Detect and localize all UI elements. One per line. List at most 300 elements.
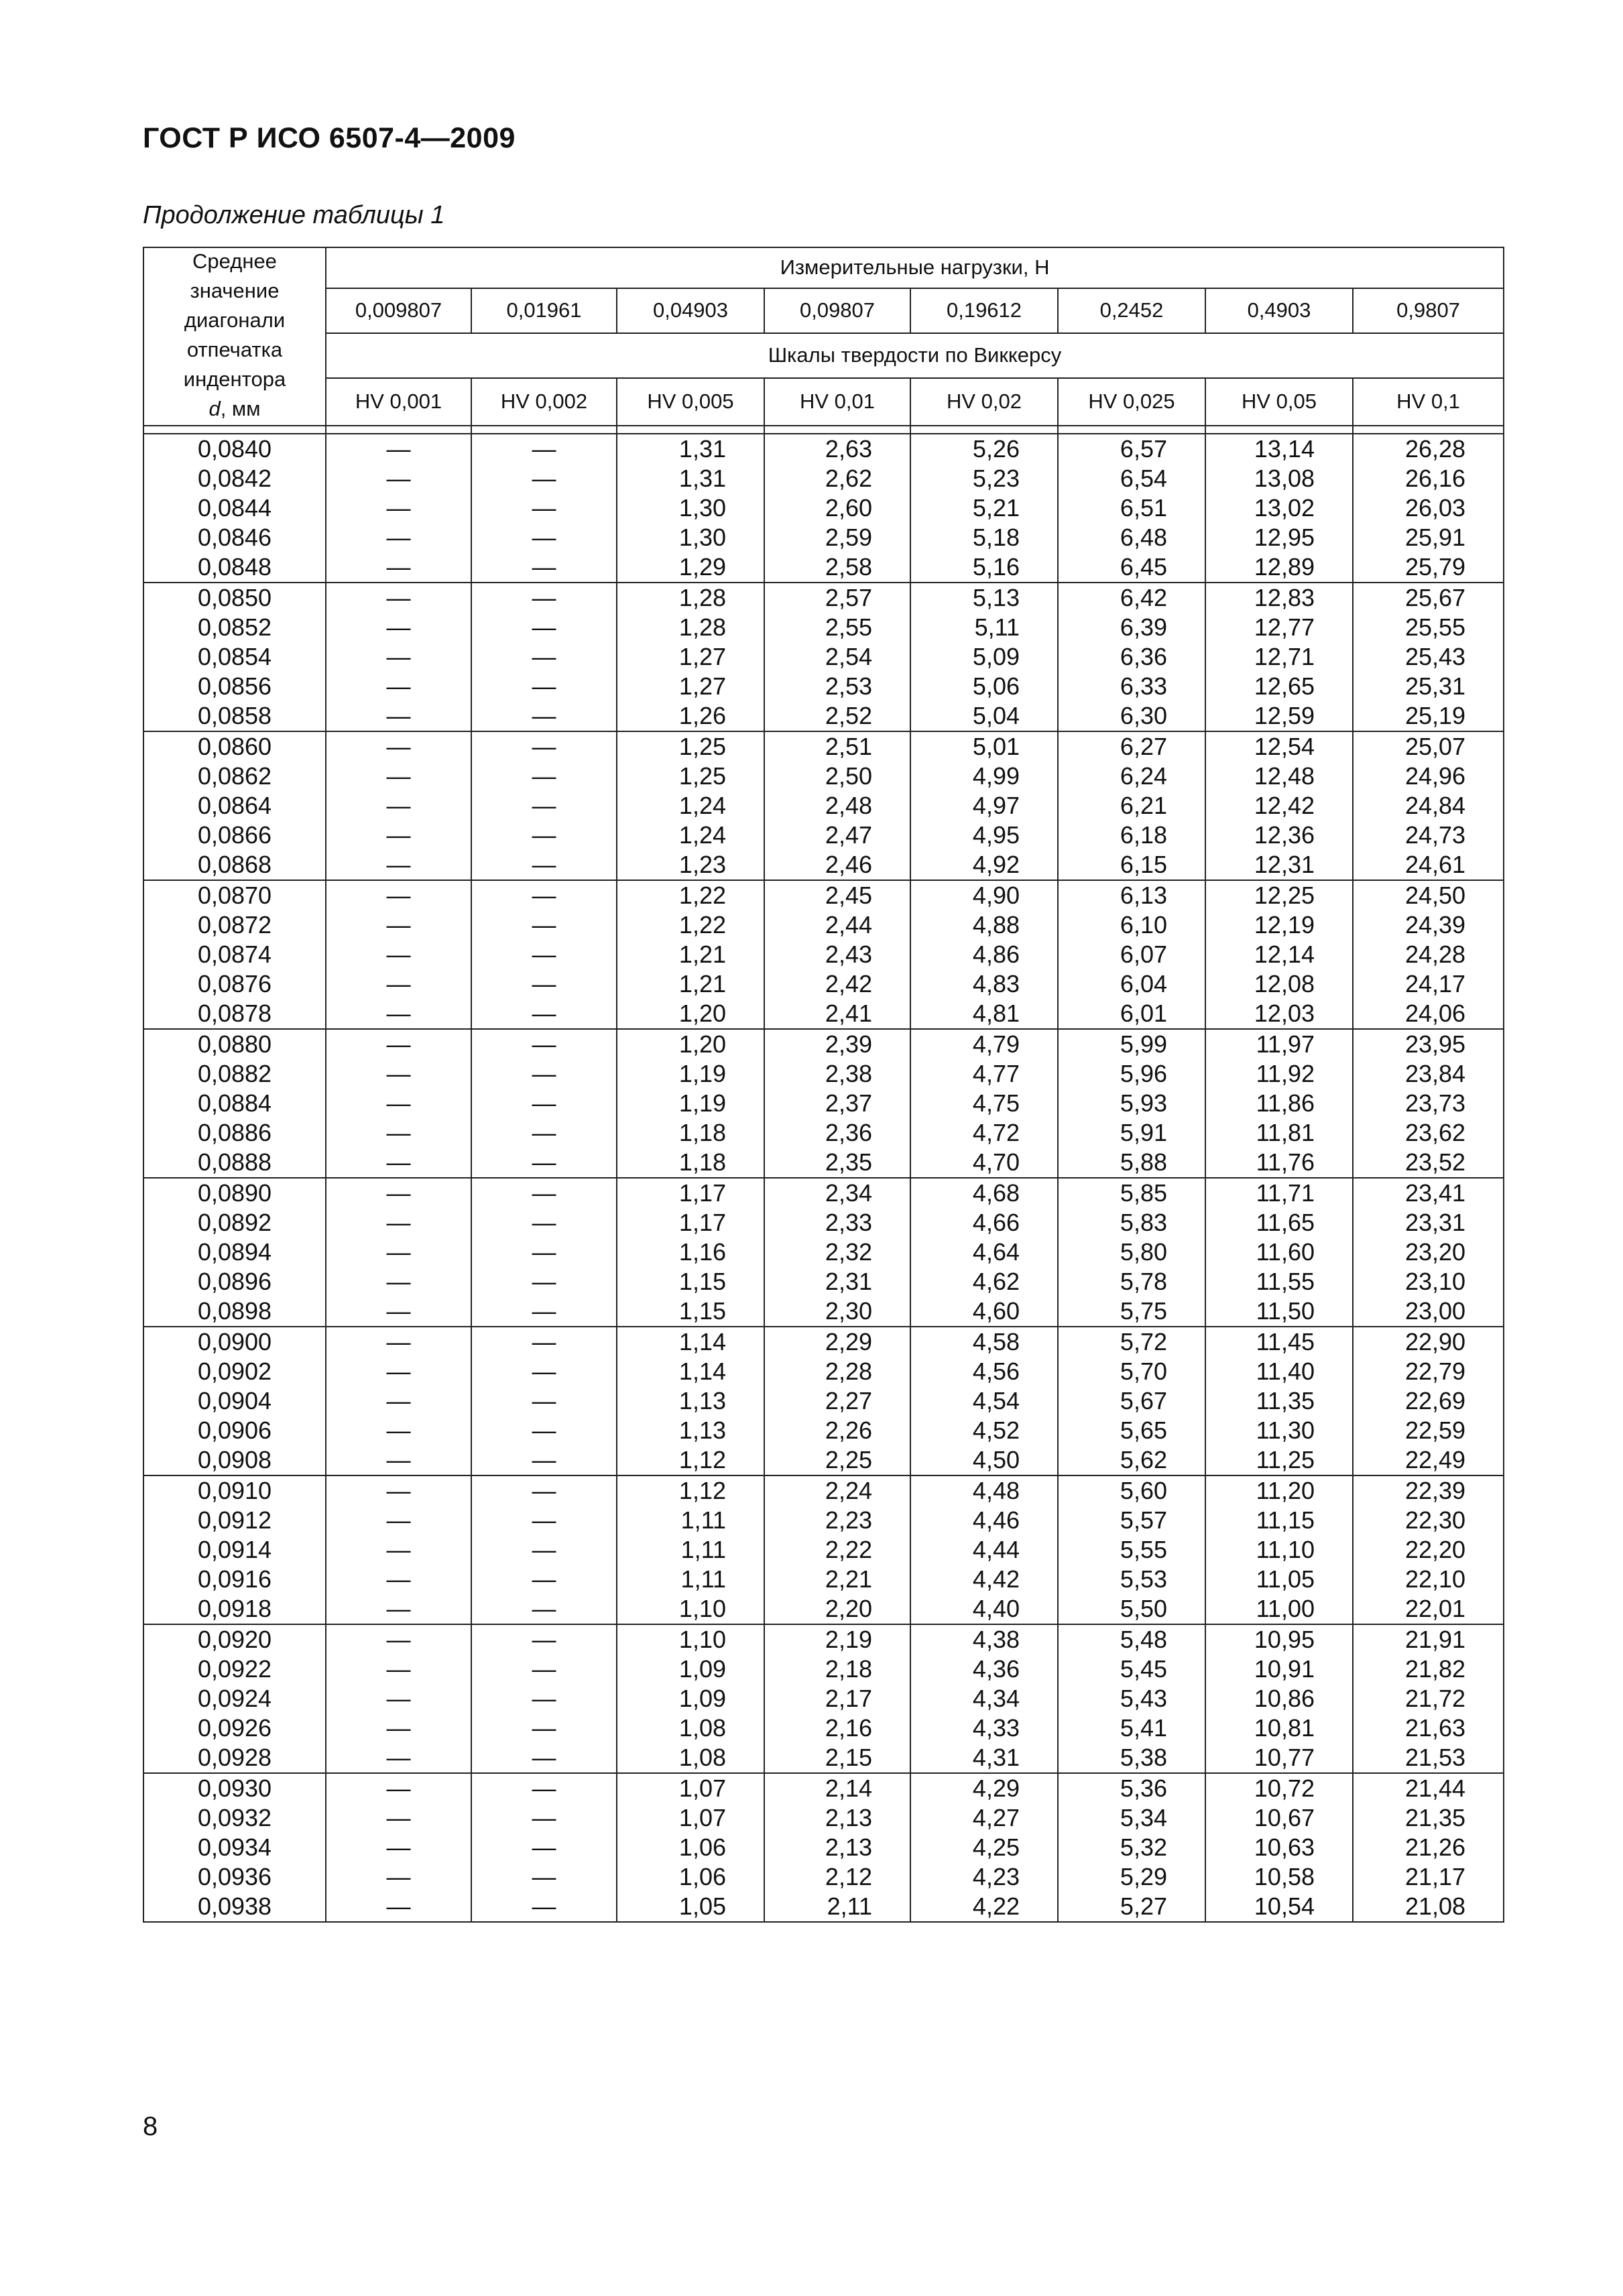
hardness-value: 24,50 [1404,882,1466,909]
hardness-cell [910,880,1058,1029]
hardness-value: 13,14 [1254,435,1315,463]
hardness-value: 23,52 [1404,1148,1466,1176]
dash: — [532,1446,556,1473]
diagonal-value: 0,0934 [197,1833,272,1861]
hardness-value: 1,06 [678,1863,726,1890]
dash: — [386,1119,411,1146]
hardness-value: 2,39 [825,1030,872,1058]
dash: — [386,1565,411,1593]
hardness-value: 11,10 [1256,1536,1315,1563]
empty-value-cell [471,1624,617,1773]
hardness-value: 4,81 [972,1000,1020,1027]
diagonal-value: 0,0864 [197,792,272,819]
load-value: 0,009807 [326,288,471,333]
hardness-value: 12,59 [1254,702,1315,729]
hardness-cell [1205,1773,1353,1922]
table-row-group [143,1773,1504,1922]
hardness-cell [764,1178,910,1327]
scale-label: HV 0,05 [1205,378,1353,426]
hardness-value: 5,70 [1120,1357,1167,1385]
empty-value-cell [471,434,617,583]
dash: — [532,1357,556,1385]
diagonal-value: 0,0896 [197,1268,272,1295]
hardness-value: 5,04 [972,702,1020,729]
dash: — [386,1328,411,1355]
hardness-value: 5,11 [974,613,1020,641]
dash: — [386,465,411,492]
hardness-value: 6,54 [1120,465,1167,492]
hardness-value: 5,53 [1120,1565,1167,1593]
hardness-cell [910,1773,1058,1922]
hardness-value: 12,19 [1254,911,1315,939]
hardness-value: 10,95 [1254,1626,1315,1653]
hardness-value: 1,19 [678,1089,726,1117]
hardness-value: 1,11 [680,1565,726,1593]
hardness-cell [1353,1624,1504,1773]
hardness-value: 1,14 [678,1357,726,1385]
scale-label: HV 0,02 [910,378,1058,426]
diagonal-value: 0,0932 [197,1804,272,1831]
dash: — [532,1685,556,1712]
table-row-group [143,434,1504,583]
hardness-value: 11,71 [1256,1179,1315,1207]
hardness-value: 4,90 [972,882,1020,909]
hardness-value: 12,36 [1254,821,1315,849]
hardness-value: 21,82 [1404,1655,1466,1683]
hardness-value: 1,13 [678,1387,726,1414]
hardness-cell [1058,1178,1205,1327]
hardness-cell [1205,1475,1353,1624]
hardness-value: 1,27 [678,643,726,670]
hardness-value: 2,28 [825,1357,872,1385]
hardness-value: 2,52 [825,702,872,729]
hardness-value: 4,83 [972,970,1020,998]
dash: — [386,435,411,463]
hardness-value: 1,25 [678,762,726,790]
hardness-value: 5,27 [1120,1892,1167,1920]
table-row-group [143,1327,1504,1475]
hardness-value: 1,18 [678,1119,726,1146]
hardness-value: 5,88 [1120,1148,1167,1176]
dash: — [386,1357,411,1385]
hardness-value: 1,20 [678,1000,726,1027]
hardness-value: 5,67 [1120,1387,1167,1414]
empty-value-cell [471,880,617,1029]
hardness-value: 23,31 [1404,1209,1466,1236]
diagonal-value: 0,0910 [197,1477,272,1504]
hardness-value: 5,06 [972,672,1020,700]
hardness-value: 1,24 [678,792,726,819]
hardness-cell [1205,1178,1353,1327]
empty-value-cell [326,1773,471,1922]
hardness-value: 24,84 [1404,792,1466,819]
hardness-value: 23,84 [1404,1060,1466,1087]
hardness-cell [764,583,910,731]
hardness-value: 2,14 [825,1774,872,1802]
hardness-value: 11,00 [1256,1595,1315,1622]
hardness-value: 24,06 [1404,1000,1466,1027]
dash: — [386,762,411,790]
hardness-value: 11,50 [1256,1297,1315,1325]
hardness-value: 12,83 [1254,584,1315,611]
table-row-group [143,583,1504,731]
diagonal-cell [143,1029,326,1178]
diagonal-value: 0,0850 [197,584,272,611]
hardness-value: 2,18 [825,1655,872,1683]
hardness-value: 25,07 [1404,733,1466,760]
scale-label: HV 0,002 [471,378,617,426]
hardness-value: 22,79 [1404,1357,1466,1385]
hardness-value: 2,58 [825,553,872,581]
header-separator [471,426,617,434]
dash: — [386,941,411,968]
dash: — [532,1744,556,1771]
diagonal-value: 0,0892 [197,1209,272,1236]
hardness-value: 2,54 [825,643,872,670]
hardness-value: 5,85 [1120,1179,1167,1207]
empty-value-cell [326,434,471,583]
dash: — [386,1000,411,1027]
diagonal-value: 0,0856 [197,672,272,700]
hardness-value: 2,22 [825,1536,872,1563]
hardness-value: 11,97 [1256,1030,1315,1058]
hardness-value: 23,41 [1404,1179,1466,1207]
hardness-cell [910,731,1058,880]
dash: — [386,1863,411,1890]
hardness-value: 23,00 [1404,1297,1466,1325]
hardness-value: 21,91 [1404,1626,1466,1653]
table-row-group [143,731,1504,880]
diagonal-value: 0,0886 [197,1119,272,1146]
hardness-value: 12,89 [1254,553,1315,581]
hardness-cell [910,1475,1058,1624]
diagonal-value: 0,0842 [197,465,272,492]
hardness-value: 2,60 [825,494,872,522]
hardness-value: 2,15 [825,1744,872,1771]
hardness-value: 1,23 [678,851,726,878]
dash: — [386,1060,411,1087]
hardness-value: 4,22 [972,1892,1020,1920]
dash: — [532,613,556,641]
diagonal-value: 0,0874 [197,941,272,968]
hardness-value: 1,12 [678,1446,726,1473]
hardness-value: 1,20 [678,1030,726,1058]
hardness-value: 2,43 [825,941,872,968]
dash: — [532,792,556,819]
hardness-value: 21,26 [1404,1833,1466,1861]
hardness-value: 10,81 [1254,1714,1315,1742]
hardness-cell [1205,1327,1353,1475]
vickers-hardness-table [143,247,1504,1923]
hardness-value: 4,54 [972,1387,1020,1414]
diagonal-value: 0,0844 [197,494,272,522]
hardness-value: 4,27 [972,1804,1020,1831]
hardness-value: 1,22 [678,911,726,939]
hardness-cell [764,1773,910,1922]
hardness-value: 10,91 [1254,1655,1315,1683]
dash: — [532,1238,556,1266]
hardness-value: 4,58 [972,1328,1020,1355]
diagonal-value: 0,0936 [197,1863,272,1890]
hardness-value: 22,69 [1404,1387,1466,1414]
dash: — [532,1863,556,1890]
hardness-value: 2,23 [825,1506,872,1534]
hardness-value: 6,57 [1120,435,1167,463]
hardness-value: 1,11 [680,1506,726,1534]
hardness-value: 24,73 [1404,821,1466,849]
empty-value-cell [326,1178,471,1327]
hardness-value: 10,67 [1254,1804,1315,1831]
hardness-value: 6,51 [1120,494,1167,522]
hardness-value: 5,72 [1120,1328,1167,1355]
hardness-value: 5,34 [1120,1804,1167,1831]
hardness-value: 5,09 [972,643,1020,670]
hardness-cell [617,880,764,1029]
hardness-value: 11,35 [1256,1387,1315,1414]
dash: — [532,1714,556,1742]
hardness-value: 2,41 [825,1000,872,1027]
hardness-value: 5,48 [1120,1626,1167,1653]
hardness-value: 4,56 [972,1357,1020,1385]
hardness-value: 4,75 [972,1089,1020,1117]
hardness-value: 10,72 [1254,1774,1315,1802]
hardness-value: 2,57 [825,584,872,611]
dash: — [386,1416,411,1444]
hardness-cell [1058,583,1205,731]
hardness-cell [910,1178,1058,1327]
hardness-value: 1,09 [678,1685,726,1712]
dash: — [386,524,411,551]
empty-value-cell [326,1327,471,1475]
hardness-value: 4,64 [972,1238,1020,1266]
hardness-value: 6,45 [1120,553,1167,581]
hardness-value: 1,16 [678,1238,726,1266]
hardness-value: 23,73 [1404,1089,1466,1117]
hardness-value: 13,02 [1254,494,1315,522]
hardness-cell [1205,1029,1353,1178]
hardness-value: 4,99 [972,762,1020,790]
hardness-value: 5,45 [1120,1655,1167,1683]
diagonal-value: 0,0872 [197,911,272,939]
hardness-value: 21,08 [1404,1892,1466,1920]
hardness-value: 2,38 [825,1060,872,1087]
dash: — [532,970,556,998]
hardness-cell [1353,1475,1504,1624]
hardness-value: 5,80 [1120,1238,1167,1266]
hardness-value: 23,62 [1404,1119,1466,1146]
hardness-value: 1,25 [678,733,726,760]
hardness-cell [764,1327,910,1475]
hardness-value: 21,63 [1404,1714,1466,1742]
hardness-value: 25,79 [1404,553,1466,581]
dash: — [532,941,556,968]
hardness-cell [617,434,764,583]
hardness-value: 1,17 [678,1179,726,1207]
diagonal-value: 0,0894 [197,1238,272,1266]
hardness-value: 5,26 [972,435,1020,463]
dash: — [386,1744,411,1771]
dash: — [532,1179,556,1207]
hardness-cell [1353,434,1504,583]
hardness-value: 2,19 [825,1626,872,1653]
diagonal-cell [143,880,326,1029]
dash: — [532,1477,556,1504]
dash: — [532,1060,556,1087]
hardness-value: 2,27 [825,1387,872,1414]
load-value: 0,19612 [910,288,1058,333]
dash: — [386,821,411,849]
load-value: 0,4903 [1205,288,1353,333]
load-value: 0,09807 [764,288,910,333]
table-row-group [143,1475,1504,1624]
hardness-value: 11,25 [1256,1446,1315,1473]
hardness-cell [910,1624,1058,1773]
hardness-value: 5,23 [972,465,1020,492]
empty-value-cell [471,1475,617,1624]
hardness-value: 2,30 [825,1297,872,1325]
empty-value-cell [471,583,617,731]
hardness-value: 2,20 [825,1595,872,1622]
hardness-value: 11,55 [1256,1268,1315,1295]
table-caption: Продолжение таблицы 1 [143,201,445,229]
dash: — [386,1148,411,1176]
hardness-value: 12,14 [1254,941,1315,968]
loads-header: Измерительные нагрузки, Н [326,247,1504,288]
hardness-cell [1205,731,1353,880]
dash: — [532,1328,556,1355]
hardness-value: 25,31 [1404,672,1466,700]
dash: — [532,1565,556,1593]
hardness-value: 1,26 [678,702,726,729]
hardness-value: 4,66 [972,1209,1020,1236]
dash: — [532,851,556,878]
dash: — [386,584,411,611]
empty-value-cell [471,731,617,880]
hardness-cell [617,1029,764,1178]
hardness-value: 4,70 [972,1148,1020,1176]
hardness-cell [1353,880,1504,1029]
hardness-value: 21,72 [1404,1685,1466,1712]
hardness-cell [764,1624,910,1773]
hardness-value: 12,95 [1254,524,1315,551]
diagonal-cell [143,731,326,880]
hardness-value: 25,67 [1404,584,1466,611]
dash: — [532,702,556,729]
hardness-value: 4,23 [972,1863,1020,1890]
header-separator [1058,426,1205,434]
hardness-cell [764,434,910,583]
hardness-value: 4,72 [972,1119,1020,1146]
dash: — [532,1774,556,1802]
hardness-value: 1,06 [678,1833,726,1861]
dash: — [532,733,556,760]
hardness-value: 2,50 [825,762,872,790]
hardness-value: 6,27 [1120,733,1167,760]
diagonal-cell [143,1773,326,1922]
hardness-value: 23,95 [1404,1030,1466,1058]
hardness-value: 2,24 [825,1477,872,1504]
hardness-value: 22,49 [1404,1446,1466,1473]
dash: — [386,643,411,670]
hardness-value: 5,96 [1120,1060,1167,1087]
dash: — [386,1595,411,1622]
diagonal-value: 0,0902 [197,1357,272,1385]
hardness-value: 2,33 [825,1209,872,1236]
table-row-group [143,1624,1504,1773]
hardness-value: 1,31 [678,435,726,463]
dash: — [386,882,411,909]
hardness-value: 5,55 [1120,1536,1167,1563]
hardness-value: 6,21 [1120,792,1167,819]
hardness-value: 26,28 [1404,435,1466,463]
hardness-value: 2,53 [825,672,872,700]
hardness-value: 24,61 [1404,851,1466,878]
hardness-value: 10,58 [1254,1863,1315,1890]
hardness-value: 2,51 [825,733,872,760]
hardness-cell [764,880,910,1029]
hardness-cell [764,1029,910,1178]
dash: — [386,1536,411,1563]
dash: — [386,702,411,729]
hardness-value: 2,12 [825,1863,872,1890]
page-number: 8 [143,2112,158,2141]
hardness-value: 4,77 [972,1060,1020,1087]
scale-label: HV 0,005 [617,378,764,426]
hardness-value: 1,15 [678,1268,726,1295]
dash: — [386,613,411,641]
hardness-value: 6,18 [1120,821,1167,849]
dash: — [532,1268,556,1295]
hardness-value: 1,24 [678,821,726,849]
hardness-value: 1,05 [678,1892,726,1920]
hardness-value: 5,16 [972,553,1020,581]
hardness-value: 6,33 [1120,672,1167,700]
document-title: ГОСТ Р ИСО 6507-4—2009 [143,122,516,154]
hardness-value: 11,20 [1256,1477,1315,1504]
dash: — [386,1387,411,1414]
dash: — [386,1774,411,1802]
hardness-value: 1,08 [678,1714,726,1742]
hardness-cell [1058,1624,1205,1773]
empty-value-cell [326,1624,471,1773]
header-separator [764,426,910,434]
hardness-cell [617,1327,764,1475]
diagonal-cell [143,1178,326,1327]
hardness-value: 5,93 [1120,1089,1167,1117]
hardness-value: 21,44 [1404,1774,1466,1802]
dash: — [386,1685,411,1712]
hardness-cell [617,1178,764,1327]
hardness-value: 2,26 [825,1416,872,1444]
diagonal-value: 0,0916 [197,1565,272,1593]
dash: — [386,1446,411,1473]
diagonal-value: 0,0876 [197,970,272,998]
hardness-value: 6,01 [1120,1000,1167,1027]
hardness-value: 11,76 [1256,1148,1315,1176]
hardness-value: 2,11 [827,1892,872,1920]
hardness-value: 5,41 [1120,1714,1167,1742]
diagonal-value: 0,0914 [197,1536,272,1563]
hardness-value: 10,77 [1254,1744,1315,1771]
hardness-value: 5,01 [972,733,1020,760]
hardness-value: 1,30 [678,524,726,551]
header-separator [143,426,326,434]
hardness-value: 2,32 [825,1238,872,1266]
hardness-value: 5,43 [1120,1685,1167,1712]
hardness-value: 4,36 [972,1655,1020,1683]
hardness-value: 25,55 [1404,613,1466,641]
hardness-value: 13,08 [1254,465,1315,492]
